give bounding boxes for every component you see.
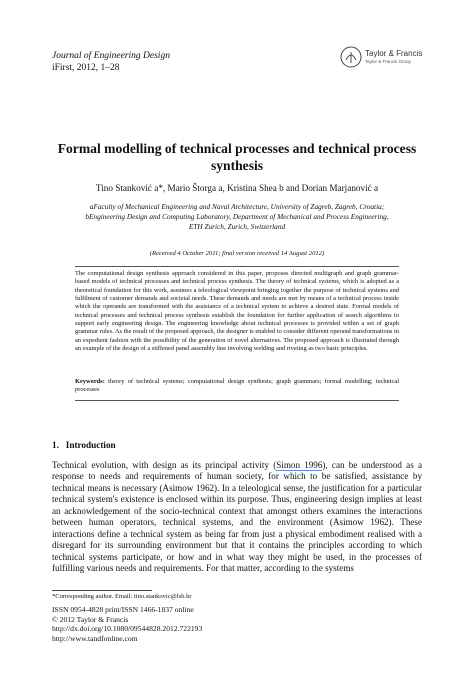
paper-title: Formal modelling of technical processes and technical process synthesis bbox=[57, 141, 417, 173]
abstract-top-rule bbox=[75, 266, 399, 267]
publisher-name: Taylor & Francis bbox=[365, 49, 423, 58]
affiliation-line: ETH Zurich, Zurich, Switzerland bbox=[188, 221, 286, 231]
abstract: The computational design synthesis approach considered in this paper, proposes directed multigraph and graph grammar-based models of technical processes and technical process synthesis. The theory of technical systems, which is adopted as a theoretical foundation for this work, assumes a teleological viewpoint bringing together the purpose of technical systems and fulfilment of customer demands and societal needs. These demands and needs are met by means of a technical process inside which the operands are transformed with the assistance of a technical system to achieve a desired state. Formal models of technical processes and technical process synthesis establish the foundation for further application of search algorithms to support early engineering design. The engineering knowledge about technical processes is provided within a set of graph grammar rules. As the result of the proposed approach, the designer is enabled to consider different operand transformations in an expedient fashion with the possibility of the generation of novel alternatives. The proposed approach is illustrated through an example of the design of a stiffened panel assembly line involving welding and riveting as two basic principles. bbox=[75, 270, 399, 353]
keywords-text: theory of technical systems; computational design synthesis; graph grammars; formal modelling; technical processes bbox=[75, 378, 399, 394]
issn-line: ISSN 0954-4828 print/ISSN 1466-1837 online bbox=[52, 605, 194, 614]
copyright-line: © 2012 Taylor & Francis bbox=[52, 614, 129, 624]
journal-issue: iFirst, 2012, 1–28 bbox=[52, 63, 120, 73]
affiliations bbox=[60, 202, 414, 231]
citation-link[interactable]: Simon 1996 bbox=[276, 460, 323, 470]
received-dates: (Received 4 October 2011; final version received 14 August 2012) bbox=[149, 250, 325, 257]
publisher-logo bbox=[340, 46, 430, 70]
footnote-rule bbox=[52, 590, 152, 591]
journal-header bbox=[52, 50, 170, 74]
body-text bbox=[52, 460, 422, 575]
section-title: Introduction bbox=[65, 440, 116, 450]
doi-link[interactable]: http://dx.doi.org/10.1080/09544828.2012.722193 bbox=[52, 624, 203, 634]
section-number: 1. bbox=[52, 440, 59, 450]
affiliation-line: bEngineering Design and Computing Laboratory, Department of Mechanical and Process Engineering, bbox=[85, 211, 389, 221]
corresponding-author-note: *Corresponding author. Email: tino.stankovic@fsb.hr bbox=[52, 593, 192, 600]
author-list: Tino Stanković a*, Mario Štorga a, Kristina Shea b and Dorian Marjanović a bbox=[95, 183, 379, 193]
journal-name: Journal of Engineering Design bbox=[52, 51, 170, 61]
body-text-rest: ), can be understood as a response to needs and requirements of human society, for which to be satisfied, assistance by technical means is necessary (Asimow 1962). In a teleological sense, the justification for a particular technical system's existence is enclosed within its purpose. Thus, engineering design implies at least an acknowledgement of the socio-technical context that amongst others examines the interactions between human operators, technical systems, and the environment (Asimow 1962). These interactions define a technical system as being far from just a physical embodiment realised with a disregard for its surrounding environment but that it contains the principles according to which technical systems participate, or how and in what way they might be used, in the processes of fulfilling various needs and requirements. For that matter, according to the systems bbox=[52, 460, 422, 574]
affiliation-line: aFaculty of Mechanical Engineering and Naval Architecture, University of Zagreb, Zagreb, Croatia; bbox=[89, 202, 385, 211]
section-heading bbox=[52, 440, 116, 450]
issn-block bbox=[52, 605, 202, 643]
abstract-bottom-rule bbox=[75, 400, 399, 401]
website-link[interactable]: http://www.tandfonline.com bbox=[52, 633, 138, 643]
body-text-start: Technical evolution, with design as its principal activity ( bbox=[52, 460, 277, 470]
publisher-group: Taylor & Francis Group bbox=[365, 59, 412, 64]
publisher-logo-icon bbox=[340, 46, 362, 68]
keywords-label: Keywords: bbox=[75, 378, 105, 385]
keywords bbox=[75, 378, 399, 395]
